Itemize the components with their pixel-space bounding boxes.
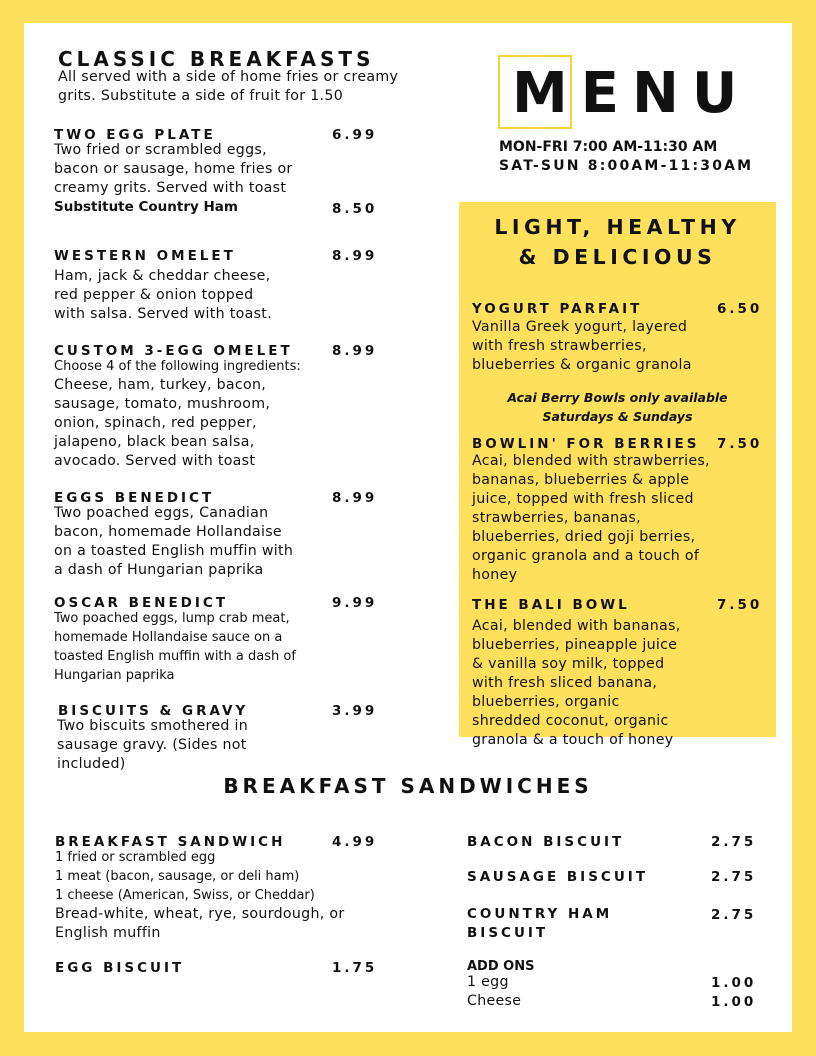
item-desc-biscuits-gravy: Two biscuits smothered in sausage gravy. (Sides not included) (57, 718, 249, 772)
item-price-custom-omelet: 8.99 (332, 343, 378, 359)
item-name-biscuits-gravy: BISCUITS & GRAVY (58, 703, 249, 719)
item-price-sausage-biscuit: 2.75 (711, 869, 757, 885)
addons-title: ADD ONS (467, 959, 535, 974)
item-price-eggs-benedict: 8.99 (332, 490, 378, 506)
menu-title: MENU (512, 61, 751, 126)
item-price-bowlin-for-berries: 7.50 (717, 436, 763, 452)
addon-name-cheese: Cheese (467, 993, 522, 1009)
item-name-sausage-biscuit: SAUSAGE BISCUIT (467, 869, 649, 885)
item-price-country-ham-biscuit: 2.75 (711, 907, 757, 923)
item-desc-bowlin-for-berries: Acai, blended with strawberries, bananas, blueberries & apple juice, topped with fresh sliced strawberries, bananas, blueberries, dried goji berries, organic granola and a touch of honey (472, 453, 710, 583)
item-desc-western-omelet: Ham, jack & cheddar cheese, red pepper & onion topped with salsa. Served with toast. (54, 268, 272, 322)
item-desc-two-egg-plate: Two fried or scrambled eggs, bacon or sausage, home fries or creamy grits. Served with toast (54, 142, 293, 196)
addon-price-egg: 1.00 (711, 975, 757, 991)
item-price-yogurt-parfait: 6.50 (717, 301, 763, 317)
item-name-two-egg-plate: TWO EGG PLATE (54, 127, 216, 143)
item-name-country-ham-biscuit: COUNTRY HAM BISCUIT (467, 906, 613, 941)
item-price-egg-biscuit: 1.75 (332, 960, 378, 976)
sandwiches-title: BREAKFAST SANDWICHES (223, 774, 593, 798)
item-desc-yogurt-parfait: Vanilla Greek yogurt, layered with fresh strawberries, blueberries & organic granola (472, 319, 692, 373)
item-name-eggs-benedict: EGGS BENEDICT (54, 490, 215, 506)
item-name-custom-omelet: CUSTOM 3-EGG OMELET (54, 343, 293, 359)
item-price-oscar-benedict: 9.99 (332, 595, 378, 611)
light-title: LIGHT, HEALTHY & DELICIOUS (494, 215, 741, 269)
addon-price-cheese: 1.00 (711, 994, 757, 1010)
item-price-two-egg-plate: 6.99 (332, 127, 378, 143)
item-price-bali-bowl: 7.50 (717, 597, 763, 613)
item-desc-eggs-benedict: Two poached eggs, Canadian bacon, homemade Hollandaise on a toasted English muffin with a dash of Hungarian paprika (54, 505, 294, 578)
item-name-bali-bowl: THE BALI BOWL (472, 597, 630, 613)
item-desc-custom-omelet-lead: Choose 4 of the following ingredients: (54, 359, 301, 374)
item-desc-custom-omelet: Cheese, ham, turkey, bacon, sausage, tomato, mushroom, onion, spinach, red pepper, jalapeno, black bean salsa, avocado. Served with toast (54, 377, 271, 469)
item-name-bowlin-for-berries: BOWLIN' FOR BERRIES (472, 436, 700, 452)
item-price-bacon-biscuit: 2.75 (711, 834, 757, 850)
item-desc-bali-bowl: Acai, blended with bananas, blueberries, pineapple juice & vanilla soy milk, topped with fresh sliced banana, blueberries, organic shredded coconut, organic granola & a touch of honey (472, 618, 681, 748)
light-healthy-panel (459, 202, 776, 748)
item-desc-oscar-benedict: Two poached eggs, lump crab meat, homemade Hollandaise sauce on a toasted English muffin with a dash of Hungarian paprika (54, 611, 296, 683)
item-name-egg-biscuit: EGG BISCUIT (55, 960, 185, 976)
addon-name-egg: 1 egg (467, 974, 509, 990)
item-name-western-omelet: WESTERN OMELET (54, 248, 236, 264)
classic-title: CLASSIC BREAKFASTS (58, 47, 375, 71)
classic-intro: All served with a side of home fries or creamy grits. Substitute a side of fruit for 1.50 (58, 69, 399, 104)
item-name-bacon-biscuit: BACON BISCUIT (467, 834, 625, 850)
hours-weekend: SAT-SUN 8:00AM-11:30AM (499, 158, 754, 174)
item-desc-breakfast-sandwich: Bread-white, wheat, rye, sourdough, or English muffin (55, 906, 345, 941)
item-name-oscar-benedict: OSCAR BENEDICT (54, 595, 229, 611)
menu-sheet (24, 23, 792, 1032)
item-name-yogurt-parfait: YOGURT PARFAIT (472, 301, 643, 317)
acai-availability-note: Acai Berry Bowls only available Saturdays & Sundays (507, 390, 728, 424)
item-sub-price-country-ham: 8.50 (332, 201, 378, 217)
item-sub-country-ham: Substitute Country Ham (54, 199, 238, 215)
item-name-breakfast-sandwich: BREAKFAST SANDWICH (55, 834, 286, 850)
item-price-biscuits-gravy: 3.99 (332, 703, 378, 719)
item-desc-breakfast-sandwich-small: 1 fried or scrambled egg 1 meat (bacon, sausage, or deli ham) 1 cheese (American, Swiss, or Cheddar) (55, 850, 315, 903)
hours-weekday: MON-FRI 7:00 AM-11:30 AM (499, 139, 718, 155)
item-price-breakfast-sandwich: 4.99 (332, 834, 378, 850)
item-price-western-omelet: 8.99 (332, 248, 378, 264)
